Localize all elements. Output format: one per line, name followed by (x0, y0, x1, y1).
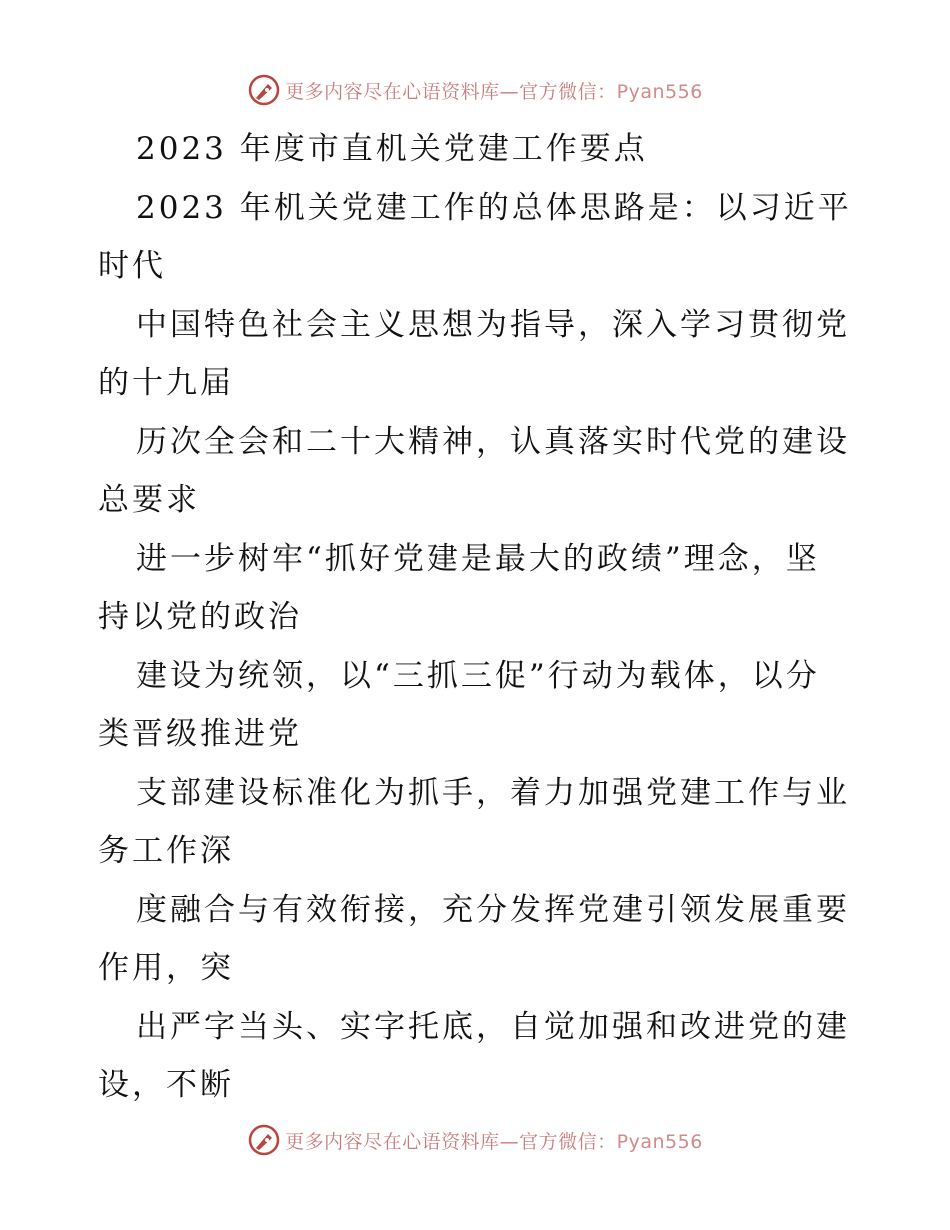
paragraph: 支部建设标准化为抓手，着力加强党建工作与业 务工作深 (98, 774, 850, 869)
watermark-header (0, 70, 950, 110)
document-body (98, 120, 858, 1115)
pen-nib-logo-icon (247, 1123, 281, 1157)
paragraph: 中国特色社会主义思想为指导，深入学习贯彻党 的十九届 (98, 306, 850, 401)
paragraph: 进一步树牢“抓好党建是最大的政绩”理念，坚 持以党的政治 (98, 540, 820, 635)
watermark-text: 更多内容尽在心语资料库—官方微信：Pyan556 (285, 1130, 703, 1153)
paragraph: 建设为统领，以“三抓三促”行动为载体，以分 类晋级推进党 (98, 657, 820, 752)
paragraph: 历次全会和二十大精神，认真落实时代党的建设 总要求 (98, 423, 850, 518)
paragraph: 度融合与有效衔接，充分发挥党建引领发展重要 作用，突 (98, 891, 850, 986)
paragraph: 出严字当头、实字托底，自觉加强和改进党的建 设，不断 (98, 1008, 850, 1103)
pen-nib-logo-icon (247, 73, 281, 107)
paragraph: 2023 年机关党建工作的总体思路是：以习近平 时代 (98, 189, 852, 284)
paragraph: 2023 年度市直机关党建工作要点 (136, 131, 648, 167)
watermark-text: 更多内容尽在心语资料库—官方微信：Pyan556 (285, 80, 703, 103)
watermark-footer (0, 1120, 950, 1160)
